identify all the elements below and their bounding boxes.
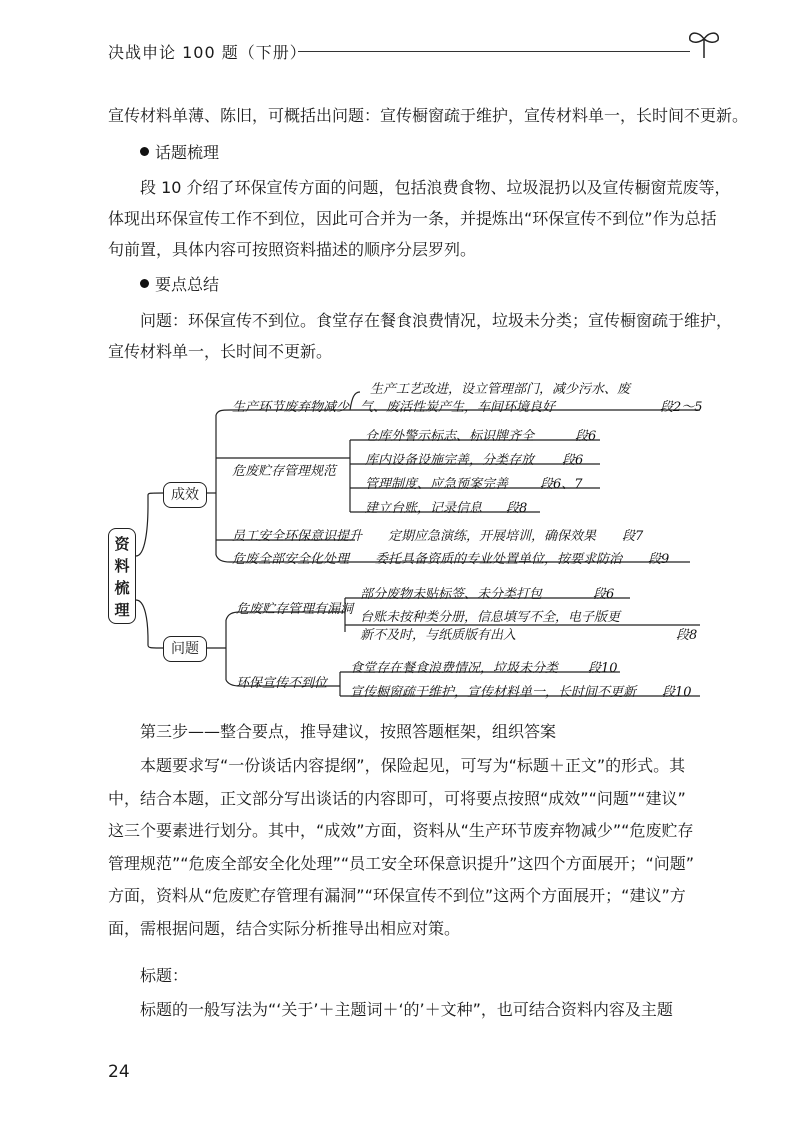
mindmap-root-label: 资料梳理	[114, 535, 130, 619]
step3-line: 方面，资料从“危废贮存管理有漏洞”“环保宣传不到位”这两个方面展开；“建议”方	[108, 886, 686, 905]
topic-line: 段 10 介绍了环保宣传方面的问题，包括浪费食物、垃圾混扔以及宣传橱窗荒废等，	[140, 178, 731, 197]
page-number: 24	[108, 1062, 130, 1082]
problems-label: 问题	[171, 641, 199, 657]
achievement-branch-3: 员工安全环保意识提升	[232, 529, 363, 544]
problem-b2-ref: 段10	[662, 685, 692, 700]
problem-b1-item: 部分废物未贴标签、未分类打包	[360, 587, 543, 602]
achievement-b2-ref: 段6	[562, 453, 584, 468]
title-label: 标题：	[140, 966, 189, 985]
achievements-node	[163, 482, 207, 508]
achievement-b2-ref: 段6	[575, 429, 597, 444]
step3-line: 面，需根据问题，结合实际分析推导出相应对策。	[108, 918, 461, 938]
achievements-label: 成效	[171, 487, 199, 503]
problem-branch-1: 危废贮存管理有漏洞	[236, 602, 354, 617]
problem-b1-ref: 段8	[676, 628, 698, 643]
achievement-b3-text: 定期应急演练，开展培训，确保效果	[388, 529, 597, 544]
achievement-b1-ref: 段2～5	[660, 400, 703, 415]
topic-heading-text: 话题梳理	[155, 143, 220, 162]
achievement-branch-2: 危废贮存管理规范	[232, 464, 337, 479]
step3-line: 中，结合本题，正文部分写出谈话的内容即可，可将要点按照“成效”“问题”“建议”	[108, 788, 686, 808]
topic-line: 体现出环保宣传工作不到位，因此可合并为一条，并提炼出“环保宣传不到位”作为总括	[108, 209, 717, 228]
achievement-b4-ref: 段9	[648, 552, 670, 567]
achievement-b2-item: 管理制度、应急预案完善	[365, 477, 509, 492]
problem-b2-item: 宣传橱窗疏于维护，宣传材料单一，长时间不更新	[350, 685, 637, 700]
title-label-paragraph	[108, 960, 708, 991]
achievement-b1-line1: 生产工艺改进，设立管理部门，减少污水、废	[370, 382, 631, 397]
problem-b1-item-line1: 台账未按种类分册，信息填写不全，电子版更	[360, 610, 621, 625]
summary-line: 宣传材料单一，长时间不更新。	[108, 342, 333, 361]
intro-line: 宣传材料单薄、陈旧，可概括出问题：宣传橱窗疏于维护，宣传材料单一，长时间不更新。	[108, 106, 749, 125]
summary-heading-text: 要点总结	[155, 275, 220, 294]
achievement-b2-item: 仓库外警示标志、标识牌齐全	[365, 429, 535, 444]
problem-b2-item: 食堂存在餐食浪费情况，垃圾未分类	[350, 661, 559, 676]
title-rule-line: 标题的一般写法为“‘关于’＋主题词＋‘的’＋文种”，也可结合资料内容及主题	[140, 1000, 673, 1019]
topic-line: 句前置，具体内容可按照资料描述的顺序分层罗列。	[108, 240, 477, 259]
step3-line: 这三个要素进行划分。其中，“成效”方面，资料从“生产环节废弃物减少”“危废贮存	[108, 821, 694, 840]
achievement-b1-line2: 气、废活性炭产生，车间环境良好	[360, 400, 556, 415]
problem-branch-2: 环保宣传不到位	[236, 676, 328, 691]
title-rule-paragraph	[108, 994, 708, 1025]
running-header-title: 决战申论 100 题（下册）	[108, 43, 307, 62]
problem-b1-item-line2: 新不及时，与纸质版有出入	[360, 628, 517, 643]
achievement-b2-item: 库内设备设施完善，分类存放	[365, 453, 535, 468]
achievement-b2-item: 建立台账，记录信息	[365, 501, 483, 516]
mindmap-root-node	[108, 528, 136, 624]
problem-b1-ref: 段6	[593, 587, 615, 602]
achievement-branch-4: 危废全部安全化处理	[232, 552, 350, 567]
step3-line: 本题要求写“一份谈话内容提纲”，保险起见，可写为“标题＋正文”的形式。其	[140, 756, 686, 775]
step3-heading-text: 第三步——整合要点，推导建议，按照答题框架，组织答案	[140, 722, 557, 741]
achievement-b2-ref: 段6、7	[540, 477, 583, 492]
achievement-branch-1: 生产环节废弃物减少	[232, 400, 350, 415]
summary-line: 问题：环保宣传不到位。食堂存在餐食浪费情况，垃圾未分类；宣传橱窗疏于维护，	[140, 311, 733, 330]
achievement-b4-text: 委托具备资质的专业处置单位，按要求防治	[375, 552, 623, 567]
problem-b2-ref: 段10	[588, 661, 618, 676]
achievement-b2-ref: 段8	[506, 501, 528, 516]
step3-heading	[108, 716, 708, 747]
problems-node	[163, 636, 207, 662]
step3-line: 管理规范”“危废全部安全化处理”“员工安全环保意识提升”这四个方面展开；“问题”	[108, 853, 695, 873]
step3-paragraph	[108, 750, 708, 945]
achievement-b3-ref: 段7	[622, 529, 644, 544]
